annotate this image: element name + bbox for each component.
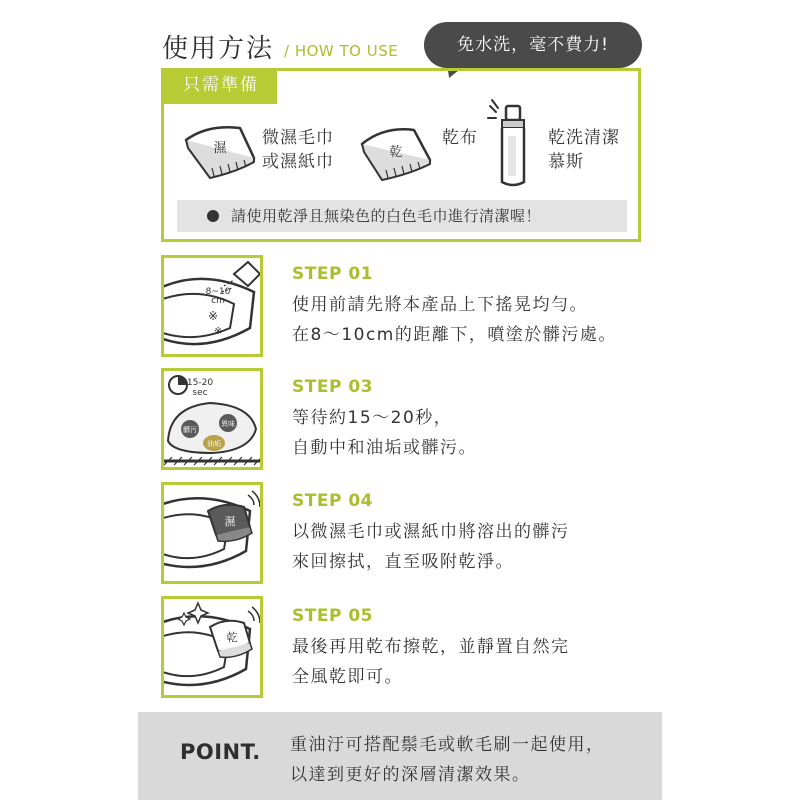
notice-bar (177, 200, 627, 232)
wet-towel-icon (178, 118, 260, 182)
step-01-text: 使用前請先將本產品上下搖晃均勻。 在8～10cm的距離下，噴塗於髒污處。 (292, 295, 617, 345)
step-05-title: STEP 05 (292, 606, 373, 626)
svg-text:※: ※ (208, 309, 219, 323)
svg-text:髒污: 髒污 (183, 426, 197, 434)
dry-cloth-label: 乾布 (442, 128, 478, 148)
dry-cloth-icon (356, 118, 438, 184)
wet-towel-label: 微濕毛巾 或濕紙巾 (262, 128, 334, 172)
wet-towel-icon-text: 濕 (213, 141, 227, 156)
svg-text:濕: 濕 (224, 515, 236, 528)
step-03-text: 等待約15～20秒， 自動中和油垢或髒污。 (292, 408, 477, 458)
bullet-icon (207, 210, 219, 222)
point-text: 重油汙可搭配鬃毛或軟毛刷一起使用， 以達到更好的深層清潔效果。 (290, 735, 605, 785)
step-05-text: 最後再用乾布擦乾，並靜置自然完 全風乾即可。 (292, 637, 570, 687)
svg-text:15-20: 15-20 (186, 378, 214, 388)
svg-text:cm: cm (211, 296, 225, 306)
step-04-title: STEP 04 (292, 491, 373, 511)
dry-cloth-icon-text: 乾 (389, 145, 403, 160)
svg-text:油垢: 油垢 (207, 440, 221, 448)
step-04-illustration (161, 482, 263, 584)
notice-text: 請使用乾淨且無染色的白色毛巾進行清潔喔！ (231, 207, 542, 225)
preparation-tag: 只需準備 (161, 68, 277, 104)
step-03-title: STEP 03 (292, 377, 373, 397)
spray-mousse-label: 乾洗清潔 慕斯 (548, 128, 620, 172)
step-03-illustration (161, 368, 263, 470)
svg-text:異味: 異味 (221, 420, 235, 428)
page-title: 使用方法 (162, 34, 275, 64)
speech-bubble: 免水洗，毫不費力! (424, 22, 642, 68)
svg-text:乾: 乾 (226, 631, 238, 644)
svg-text:※: ※ (214, 326, 223, 337)
svg-text:sec: sec (192, 388, 208, 398)
spray-can-icon (484, 96, 544, 192)
step-01-title: STEP 01 (292, 264, 373, 284)
svg-text:8~10: 8~10 (205, 287, 231, 297)
step-01-illustration (161, 255, 263, 357)
point-label: POINT. (180, 740, 261, 764)
step-04-text: 以微濕毛巾或濕紙巾將溶出的髒污 來回擦拭，直至吸附乾淨。 (292, 522, 570, 572)
step-05-illustration (161, 596, 263, 698)
page-subtitle: / HOW TO USE (284, 42, 399, 60)
